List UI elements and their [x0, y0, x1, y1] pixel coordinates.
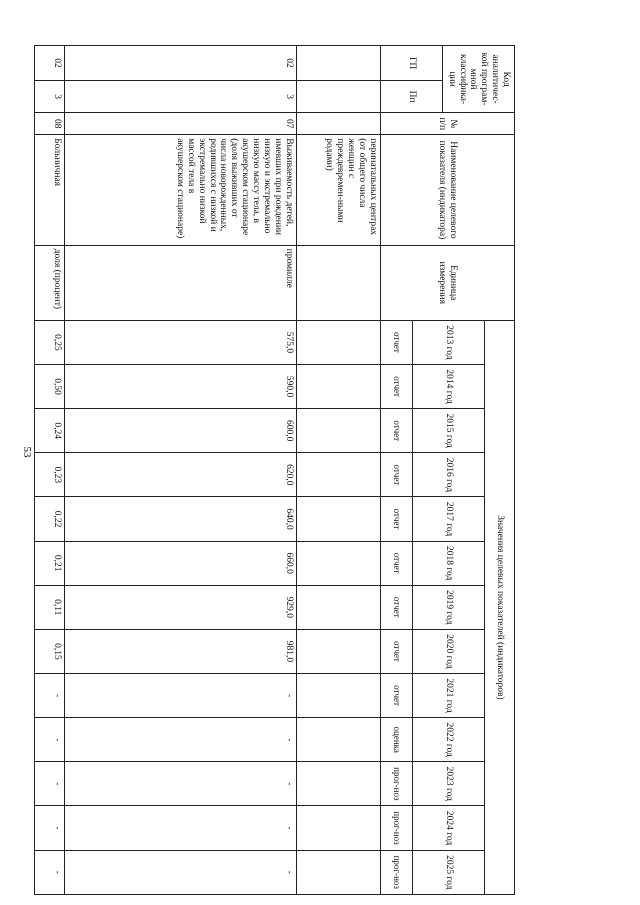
year-2019: 2019 год	[413, 585, 485, 629]
cell-value	[297, 497, 381, 541]
year-2016: 2016 год	[413, 453, 485, 497]
type-2016: отчет	[381, 453, 413, 497]
year-2020: 2020 год	[413, 629, 485, 673]
year-2017: 2017 год	[413, 497, 485, 541]
year-2015: 2015 год	[413, 409, 485, 453]
indicators-table	[34, 45, 515, 895]
cell-value	[297, 585, 381, 629]
cell-value: 0,15	[35, 629, 65, 673]
type-2024: прог-ноз	[381, 806, 413, 850]
cell-value: 0,50	[35, 365, 65, 409]
type-2017: отчет	[381, 497, 413, 541]
cell-value	[297, 674, 381, 718]
cell-unit: промилле	[65, 245, 297, 320]
cell-name: перинатальных центрах (от общего числа женщин с преждевремен-ными родами)	[297, 135, 381, 245]
header-values-title: Значения целевых показателей (индикаторов)	[485, 320, 515, 894]
header-pp: Пп	[381, 81, 443, 113]
cell-value	[297, 541, 381, 585]
cell-value: 0,11	[35, 585, 65, 629]
cell-value: 0,24	[35, 409, 65, 453]
type-2021: отчет	[381, 674, 413, 718]
cell-value: -	[35, 718, 65, 762]
cell-value: 600,0	[65, 409, 297, 453]
cell-num	[297, 113, 381, 135]
cell-value: -	[65, 806, 297, 850]
cell-name: Больничная	[35, 135, 65, 245]
cell-value: -	[65, 718, 297, 762]
cell-value: 640,0	[65, 497, 297, 541]
type-2018: отчет	[381, 541, 413, 585]
type-2015: отчет	[381, 409, 413, 453]
year-2021: 2021 год	[413, 674, 485, 718]
cell-value: 575,0	[65, 320, 297, 364]
rotated-table-container	[52, 45, 515, 895]
year-2013: 2013 год	[413, 320, 485, 364]
cell-value: 660,0	[65, 541, 297, 585]
year-2022: 2022 год	[413, 718, 485, 762]
cell-value: 590,0	[65, 365, 297, 409]
cell-gp: 02	[65, 46, 297, 81]
cell-unit	[297, 245, 381, 320]
cell-value	[297, 850, 381, 894]
cell-num: 07	[65, 113, 297, 135]
type-2023: прог-ноз	[381, 762, 413, 806]
year-2025: 2025 год	[413, 850, 485, 894]
year-2014: 2014 год	[413, 365, 485, 409]
cell-pp	[297, 81, 381, 113]
cell-value: 0,22	[35, 497, 65, 541]
cell-value	[297, 320, 381, 364]
cell-value	[297, 718, 381, 762]
cell-value: 0,23	[35, 453, 65, 497]
cell-value: 620,0	[65, 453, 297, 497]
header-num: № п/п	[381, 113, 515, 135]
cell-value: -	[65, 762, 297, 806]
cell-value	[297, 453, 381, 497]
table-row	[297, 46, 381, 895]
table-row	[65, 46, 297, 895]
header-gp: ГП	[381, 46, 443, 81]
cell-value: 0,21	[35, 541, 65, 585]
type-2013: отчет	[381, 320, 413, 364]
cell-value	[297, 629, 381, 673]
header-unit: Единица измерения	[381, 245, 515, 320]
cell-value: -	[35, 762, 65, 806]
cell-gp	[297, 46, 381, 81]
type-2025: прог-ноз	[381, 850, 413, 894]
year-2024: 2024 год	[413, 806, 485, 850]
cell-value	[297, 806, 381, 850]
cell-value	[297, 365, 381, 409]
cell-value: -	[35, 674, 65, 718]
page-number: 53	[21, 446, 33, 458]
cell-value	[297, 409, 381, 453]
cell-gp: 02	[35, 46, 65, 81]
cell-value	[297, 762, 381, 806]
type-2014: отчет	[381, 365, 413, 409]
year-2023: 2023 год	[413, 762, 485, 806]
year-2018: 2018 год	[413, 541, 485, 585]
table-row	[35, 46, 65, 895]
header-code: Код аналитичес-кой програм-мной классифика-ции	[443, 46, 515, 113]
cell-value: -	[35, 806, 65, 850]
cell-value: 981,0	[65, 629, 297, 673]
cell-value: -	[65, 850, 297, 894]
cell-value: 0,25	[35, 320, 65, 364]
cell-value: -	[35, 850, 65, 894]
cell-pp: 3	[35, 81, 65, 113]
header-name: Наименование целевого показателя (индикатора)	[381, 135, 515, 245]
cell-num: 08	[35, 113, 65, 135]
type-2022: оценка	[381, 718, 413, 762]
type-2020: отчет	[381, 629, 413, 673]
cell-value: -	[65, 674, 297, 718]
type-2019: отчет	[381, 585, 413, 629]
cell-value: 929,0	[65, 585, 297, 629]
cell-pp: 3	[65, 81, 297, 113]
cell-name: Выживаемость детей, имевших при рождении низкую и экстремально низкую массу тела, в акушерском стационаре (доля выживших от числа новорожденных, родившихся с низкой и экстремально низкой массой тела в акушерском стационаре)	[65, 135, 297, 245]
cell-unit: доля (процент)	[35, 245, 65, 320]
